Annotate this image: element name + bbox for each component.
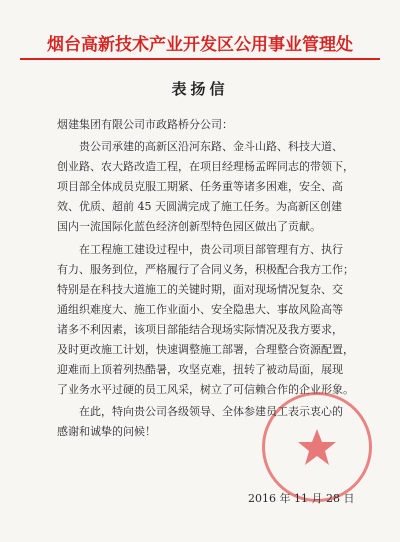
text-line: 国内一流国际化蓝色经济创新型特色园区做出了贡献。	[57, 220, 321, 233]
text-line: 迎难而上顶着列热酷暑，攻坚克难，扭转了被动局面，展现	[57, 363, 343, 376]
text-line: 通组织难度大、施工作业面小、安全隐患大、事故风险高等	[57, 303, 343, 316]
text-line: 感谢和诚挚的问候！	[57, 425, 156, 438]
paragraph-2	[57, 240, 357, 400]
paragraph-3	[57, 402, 357, 442]
text-line: 特别是在科技大道施工的关键时期，面对现场情况复杂、交	[57, 283, 343, 296]
text-line: 在此，特向贵公司各级领导、全体参建员工表示衷心的	[79, 405, 343, 418]
text-line: 效、优质、超前 45 天圆满完成了施工任务。为高新区创建	[57, 200, 342, 213]
text-line: 贵公司承建的高新区沿河东路、金斗山路、科技大道、	[79, 140, 343, 153]
text-line: 创业路、农大路改造工程，在项目经理杨孟晖同志的带领下，	[57, 160, 354, 173]
issuer-heading: 烟台高新技术产业开发区公用事业管理处	[47, 35, 353, 55]
paragraph-1	[57, 137, 357, 237]
text-line: 项目部全体成员克服工期紧、任务重等诸多困难，安全、高	[57, 180, 343, 193]
letter-title: 表扬信	[171, 80, 229, 98]
text-line: 诸多不利因素，该项目部能结合现场实际情况及我方要求，	[57, 323, 343, 336]
text-line: 在工程施工建设过程中，贵公司项目部管理有方、执行	[79, 243, 343, 256]
red-divider	[20, 58, 380, 60]
text-line: 了业务水平过硬的员工风采，树立了可信赖合作的企业形象。	[57, 383, 354, 396]
letter-date: 2016 年 11 月 28 日	[248, 492, 355, 505]
text-line: 有力、服务到位，严格履行了合同义务，积极配合我方工作；	[57, 263, 354, 276]
text-line: 及时更改施工计划，快速调整施工部署，合理整合资源配置，	[57, 343, 354, 356]
salutation: 烟建集团有限公司市政路桥分公司：	[57, 118, 233, 131]
